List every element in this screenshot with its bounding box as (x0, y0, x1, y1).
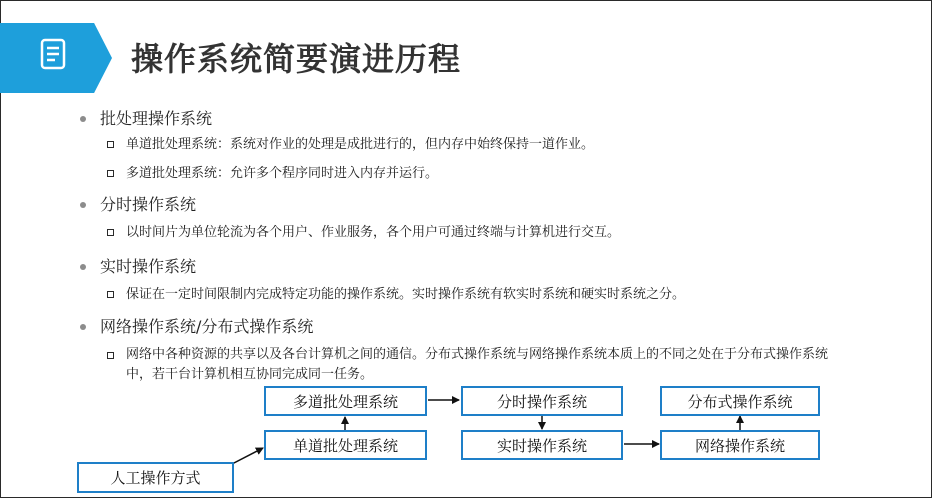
slide-title: 操作系统简要演进历程 (131, 40, 462, 78)
section-item: 多道批处理系统：允许多个程序同时进入内存并运行。 (126, 166, 439, 181)
node-time-sharing: 分时操作系统 (461, 386, 623, 416)
node-manual-operation: 人工操作方式 (77, 462, 234, 493)
section-heading: 批处理操作系统 (100, 109, 213, 128)
section-item: 网络中各种资源的共享以及各台计算机之间的通信。分布式操作系统与网络操作系统本质上的不同之处在于分布式操作系统 (126, 347, 829, 362)
section-heading: 分时操作系统 (100, 195, 197, 214)
section-item-continuation: 中，若干台计算机相互协同完成同一任务。 (126, 367, 374, 382)
section-heading: 实时操作系统 (100, 257, 197, 276)
node-network: 网络操作系统 (660, 430, 820, 460)
node-multi-batch: 多道批处理系统 (264, 386, 427, 416)
node-single-batch: 单道批处理系统 (264, 430, 427, 460)
section-item: 单道批处理系统：系统对作业的处理是成批进行的，但内存中始终保持一道作业。 (126, 137, 595, 152)
node-real-time: 实时操作系统 (461, 430, 623, 460)
section-heading: 网络操作系统/分布式操作系统 (100, 317, 314, 336)
node-distributed: 分布式操作系统 (660, 386, 820, 416)
section-item: 以时间片为单位轮流为各个用户、作业服务，各个用户可通过终端与计算机进行交互。 (126, 225, 621, 240)
section-item: 保证在一定时间限制内完成特定功能的操作系统。实时操作系统有软实时系统和硬实时系统之分。 (126, 287, 686, 302)
arrow-manual-to-single (232, 448, 263, 464)
